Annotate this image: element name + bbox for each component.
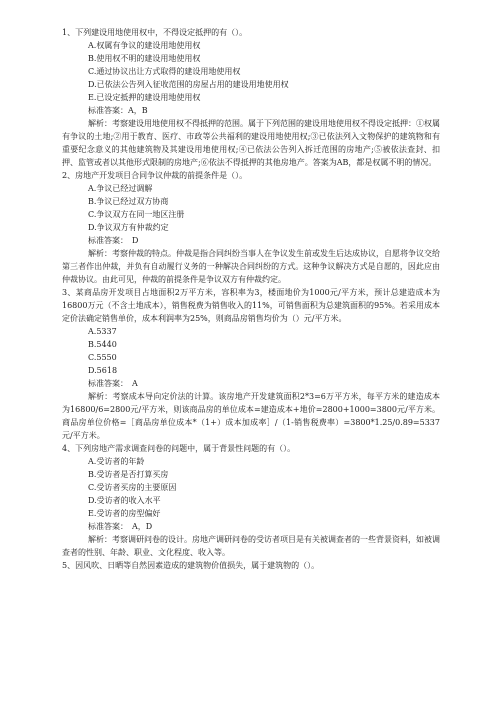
explanation: 解析：考察成本导向定价法的计算。该房地产开发建筑面积2*3=6万平方米，每平方米的建造成本为16800/6=2800元/平方米，则该商品房的单位成本=建造成本+地价=2800+1000=3800元/平方米。商品房单位价格=［商品房单位成本*（1+）成本加成率］/（1-销售税费率）=3800*1.25/0.89=5337元/平方米。 <box>62 392 440 440</box>
explanation: 解析：考察仲裁的特点。仲裁是指合同纠纷当事人在争议发生前或发生后达成协议，自愿将争议交给第三者作出仲裁，并负有自动履行义务的一种解决合同纠纷的方式。这种争议解决方式是自愿的，因此应由仲裁协议。由此可见，仲裁的前提条件是争议双方有仲裁约定。 <box>62 249 440 284</box>
option-b: B.受访者是否打算买房 <box>88 470 169 479</box>
option-a: A.5337 <box>88 327 117 336</box>
standard-answer: 标准答案： D <box>88 236 139 245</box>
option-list <box>62 39 440 104</box>
option-list <box>62 182 440 234</box>
standard-answer: 标准答案： A，D <box>88 522 153 531</box>
option-c: C.5550 <box>88 353 117 362</box>
question-1 <box>62 26 440 169</box>
explanation: 解析：考察调研问卷的设计。房地产调研问卷的受访者项目是有关被调查者的一些背景资料，如被调查者的性别、年龄、职业、文化程度、收入等。 <box>62 535 440 557</box>
question-stem: 1、下列建设用地使用权中，不得设定抵押的有（）。 <box>62 28 248 37</box>
question-stem: 2、房地产开发项目合同争议仲裁的前提条件是（）。 <box>62 171 248 180</box>
option-b: B.5440 <box>88 340 117 349</box>
option-c: C.受访者买房的主要原因 <box>88 483 177 492</box>
option-d: D.5618 <box>88 366 118 375</box>
question-stem: 3、某商品房开发项目占地面积2万平方米，容积率为3，楼面地价为1000元/平方米，预计总建造成本为16800万元（不含土地成本），销售税费为销售收入的11%，可销售面积为总建筑面积的95%。若采用成本定价法确定销售单价，成本利润率为25%，则商品房销售均价为（）元/平方米。 <box>62 288 440 323</box>
question-stem: 5、因风吹、日晒等自然因素造成的建筑物价值损失，属于建筑物的（）。 <box>62 561 320 570</box>
option-e: E.受访者的房型偏好 <box>88 509 161 518</box>
option-c: C.通过协议出让方式取得的建设用地使用权 <box>88 67 241 76</box>
question-3 <box>62 286 440 442</box>
option-c: C.争议双方在同一地区注册 <box>88 210 185 219</box>
option-d: D.已依法公告列入征收范围的房屋占用的建设用地使用权 <box>88 80 289 89</box>
question-4 <box>62 442 440 559</box>
option-e: E.已设定抵押的建设用地使用权 <box>88 93 201 102</box>
explanation: 解析：考察建设用地使用权不得抵押的范围。属于下列范围的建设用地使用权不得设定抵押：①权属有争议的土地;②用于教育、医疗、市政等公共福利的建设用地使用权;③已依法列入文物保护的建筑物和有重要纪念意义的其他建筑物及其建设用地使用权;④已依法公告列入拆迁范围的房地产;⑤被依法查封、扣押、监管或者以其他形式限制的房地产;⑥依法不得抵押的其他房地产。答案为AB，都是权属不明的情况。 <box>62 119 440 167</box>
option-a: A.权属有争议的建设用地使用权 <box>88 41 201 50</box>
option-d: D.争议双方有仲裁约定 <box>88 223 169 232</box>
option-b: B.使用权不明的建设用地使用权 <box>88 54 201 63</box>
standard-answer: 标准答案： A <box>88 379 138 388</box>
question-2 <box>62 169 440 286</box>
option-list <box>62 325 440 377</box>
option-list <box>62 455 440 520</box>
option-a: A.争议已经过调解 <box>88 184 153 193</box>
standard-answer: 标准答案：A，B <box>88 106 148 115</box>
option-a: A.受访者的年龄 <box>88 457 145 466</box>
option-b: B.争议已经过双方协商 <box>88 197 169 206</box>
question-5 <box>62 559 440 572</box>
option-d: D.受访者的收入水平 <box>88 496 161 505</box>
question-stem: 4、下列房地产需求调查问卷的问题中，属于背景性问题的有（）。 <box>62 444 296 453</box>
